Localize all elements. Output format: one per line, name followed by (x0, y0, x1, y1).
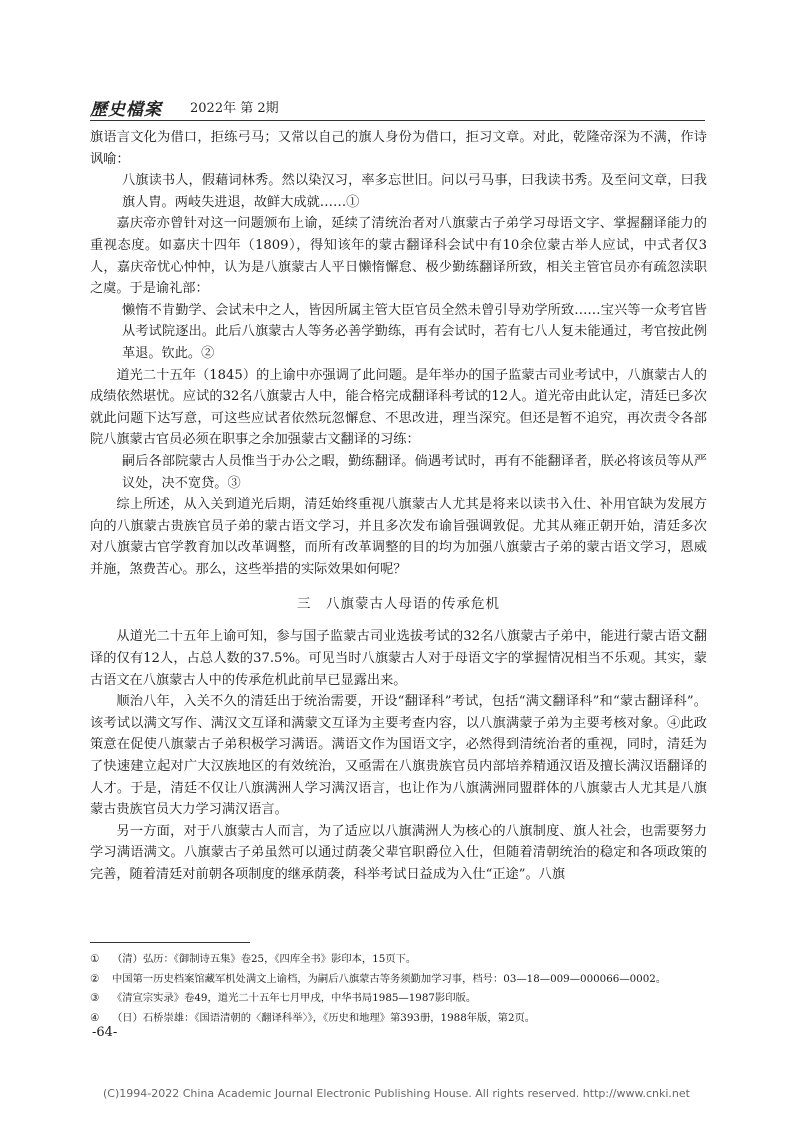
footnote (90, 1009, 707, 1029)
block-quote: 懒惰不肯勤学、会试未中之人，皆因所属主管大臣官员全然未曾引导劝学所致……宝兴等一众考官皆从考试院逐出。此后八旗蒙古人等务必善学勤练，再有会试时，若有七八人复未能通过，考官按此例革退。钦此。② (122, 302, 707, 361)
footnote-text: 中国第一历史档案馆藏军机处满文上谕档，为嗣后八旗蒙古等务须勤加学习事，档号：03—18—009—000066—0002。 (112, 972, 667, 985)
footnote-rule (90, 942, 250, 943)
body-part-1 (90, 127, 707, 580)
footnotes (90, 950, 707, 1028)
block-quote: 嗣后各部院蒙古人员惟当于办公之暇，勤练翻译。倘遇考试时，再有不能翻译者，朕必将该员等从严议处，决不宽贷。③ (122, 453, 707, 491)
footnote (90, 989, 707, 1009)
paragraph: 嘉庆帝亦曾针对这一问题颁布上谕，延续了清统治者对八旗蒙古子弟学习母语文字、掌握翻译能力的重视态度。如嘉庆十四年（1809），得知该年的蒙古翻译科会试中有10余位蒙古举人应试，中式者仅3人，嘉庆帝忧心忡忡，认为是八旗蒙古人平日懒惰懈怠、极少勤练翻译所致，相关主管官员亦有疏忽渎职之虞。于是谕礼部： (90, 216, 707, 297)
footnote (90, 970, 707, 990)
page-number: -64- (92, 1025, 118, 1040)
footnote-text: 《清宣宗实录》卷49，道光二十五年七月甲戌，中华书局1985—1987影印版。 (112, 992, 477, 1005)
paragraph: 另一方面，对于八旗蒙古人而言，为了适应以八旗满洲人为核心的八旗制度、旗人社会，也需要努力学习满语满文。八旗蒙古子弟虽然可以通过荫袭父辈官职爵位入仕，但随着清朝统治的稳定和各项政策的完善，随着清廷对前朝各项制度的继承荫袭，科举考试日益成为入仕“正途”。八旗 (90, 823, 707, 882)
footnote-marker: ④ (90, 1011, 100, 1024)
block-quote: 八旗读书人，假藉词林秀。然以染汉习，率多忘世旧。问以弓马事，曰我读书秀。及至问文章，曰我旗人胄。两岐失进退，故鲜大成就……① (122, 173, 707, 210)
article-body (90, 127, 707, 886)
paragraph: 顺治八年，入关不久的清廷出于统治需要，开设“翻译科”考试，包括“满文翻译科”和“蒙古翻译科”。该考试以满文写作、满汉文互译和满蒙文互译为主要考查内容，以八旗满蒙子弟为主要考核对象。④此政策意在促使八旗蒙古子弟积极学习满语。满语文作为国语文字，必然得到清统治者的重视，同时，清廷为了快速建立起对广大汉族地区的有效统治，又亟需在八旗贵族官员内部培养精通汉语及擅长满汉语翻译的人才。于是，清廷不仅让八旗满洲人学习满汉语言，也让作为八旗满洲同盟群体的八旗蒙古人尤其是八旗蒙古贵族官员大力学习满汉语言。 (90, 694, 707, 818)
paragraph: 道光二十五年（1845）的上谕中亦强调了此问题。是年举办的国子监蒙古司业考试中，八旗蒙古人的成绩依然堪忧。应试的32名八旗蒙古人中，能合格完成翻译科考试的12人。道光帝由此认定，清廷已多次就此问题下达写意，可这些应试者依然玩忽懈怠、不思改进，理当深究。但还是暂不追究，再次责令各部院八旗蒙古官员必须在职事之余加强蒙古文翻译的习练： (90, 367, 707, 448)
copyright-line: (C)1994-2022 China Academic Journal Electronic Publishing House. All rights reserved. http://www.cnki.net (103, 1087, 690, 1100)
footnote-marker: ② (90, 972, 100, 985)
section-title: 三 八旗蒙古人母语的传承危机 (297, 596, 500, 613)
footnote (90, 950, 707, 970)
journal-logo: 歷史檔案 (90, 100, 162, 120)
paragraph: 旗语言文化为借口，拒练弓马；又常以自己的旗人身份为借口，拒习文章。对此，乾隆帝深为不满，作诗讽喻： (90, 130, 707, 167)
running-header (90, 95, 710, 120)
paragraph: 从道光二十五年上谕可知，参与国子监蒙古司业选拔考试的32名八旗蒙古子弟中，能进行蒙古语文翻译的仅有12人，占总人数的37.5%。可见当时八旗蒙古人对于母语文字的掌握情况相当不乐观。其实，蒙古语文在八旗蒙古人中的传承危机此前早已显露出来。 (90, 629, 707, 688)
footnote-marker: ③ (90, 992, 100, 1005)
issue-label: 2022年 第 2期 (190, 101, 279, 116)
footnote-text: （清）弘历：《御制诗五集》卷25，《四库全书》影印本，15页下。 (112, 953, 417, 965)
footnote-marker: ① (90, 953, 100, 965)
paragraph: 综上所述，从入关到道光后期，清廷始终重视八旗蒙古人尤其是将来以读书入仕、补用官缺为发展方向的八旗蒙古贵族官员子弟的蒙古语文学习，并且多次发布谕旨强调敦促。尤其从雍正朝开始，清廷多次对八旗蒙古官学教育加以改革调整，而所有改革调整的目的均为加强八旗蒙古子弟的蒙古语文学习，恩威并施，煞费苦心。那么，这些举措的实际效果如何呢？ (90, 497, 707, 577)
footnote-text: （日）石桥崇雄：《国语清朝的〈翻译科举〉》，《历史和地理》第393册，1988年版，第2页。 (112, 1011, 536, 1024)
body-part-2 (90, 626, 707, 885)
header-rule (90, 120, 705, 121)
